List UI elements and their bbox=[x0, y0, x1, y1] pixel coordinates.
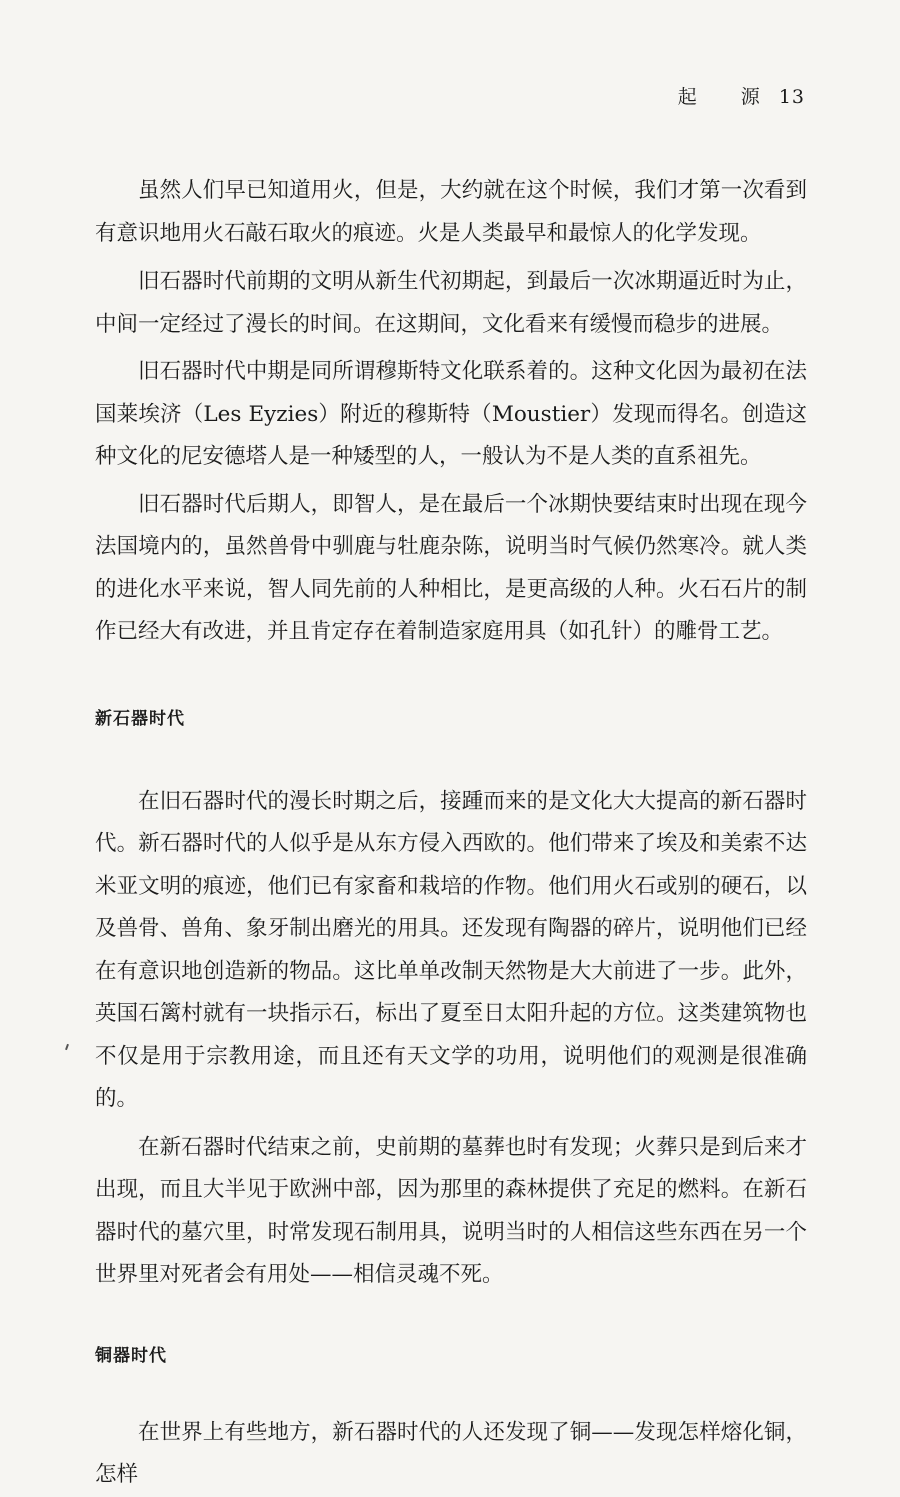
paragraph: 在新石器时代结束之前，史前期的墓葬也时有发现；火葬只是到后来才出现，而且大半见于欧洲中部，因为那里的森林提供了充足的燃料。在新石器时代的墓穴里，时常发现石制用具，说明当时的人相信这些东西在另一个世界里对死者会有用处——相信灵魂不死。 bbox=[95, 1134, 807, 1287]
page-number: 13 bbox=[778, 86, 805, 108]
paragraph: 在旧石器时代的漫长时期之后，接踵而来的是文化大大提高的新石器时代。新石器时代的人似乎是从东方侵入西欧的。他们带来了埃及和美索不达米亚文明的痕迹，他们已有家畜和栽培的作物。他们用火石或别的硬石，以及兽骨、兽角、象牙制出磨光的用具。还发现有陶器的碎片，说明他们已经在有意识地创造新的物品。这比单单改制天然物是大大前进了一步。此外，英国石篱村就有一块指示石，标出了夏至日太阳升起的方位。这类建筑物也不仅是用于宗教用途，而且还有天文学的功用，说明他们的观测是很准确的。 bbox=[95, 788, 807, 1111]
paragraph: 旧石器时代前期的文明从新生代初期起，到最后一次冰期逼近时为止，中间一定经过了漫长的时间。在这期间，文化看来有缓慢而稳步的进展。 bbox=[95, 269, 807, 337]
scan-speck bbox=[65, 1044, 69, 1050]
paragraph: 在世界上有些地方，新石器时代的人还发现了铜——发现怎样熔化铜，怎样 bbox=[95, 1419, 807, 1487]
section-heading: 铜器时代 bbox=[95, 1345, 167, 1366]
section-heading: 新石器时代 bbox=[95, 708, 185, 729]
page-body bbox=[95, 170, 807, 1497]
paragraph: 旧石器时代后期人，即智人，是在最后一个冰期快要结束时出现在现今法国境内的，虽然兽骨中驯鹿与牡鹿杂陈，说明当时气候仍然寒冷。就人类的进化水平来说，智人同先前的人种相比，是更高级的人种。火石石片的制作已经大有改进，并且肯定存在着制造家庭用具（如孔针）的雕骨工艺。 bbox=[95, 491, 807, 644]
paragraph: 虽然人们早已知道用火，但是，大约就在这个时候，我们才第一次看到有意识地用火石敲石取火的痕迹。火是人类最早和最惊人的化学发现。 bbox=[95, 178, 807, 246]
chapter-title: 起 源 bbox=[677, 86, 779, 108]
paragraph: 旧石器时代中期是同所谓穆斯特文化联系着的。这种文化因为最初在法国莱埃济（Les Eyzies）附近的穆斯特（Moustier）发现而得名。创造这种文化的尼安德塔人是一种矮型的人，一般认为不是人类的直系祖先。 bbox=[95, 359, 807, 469]
running-header bbox=[678, 82, 805, 109]
